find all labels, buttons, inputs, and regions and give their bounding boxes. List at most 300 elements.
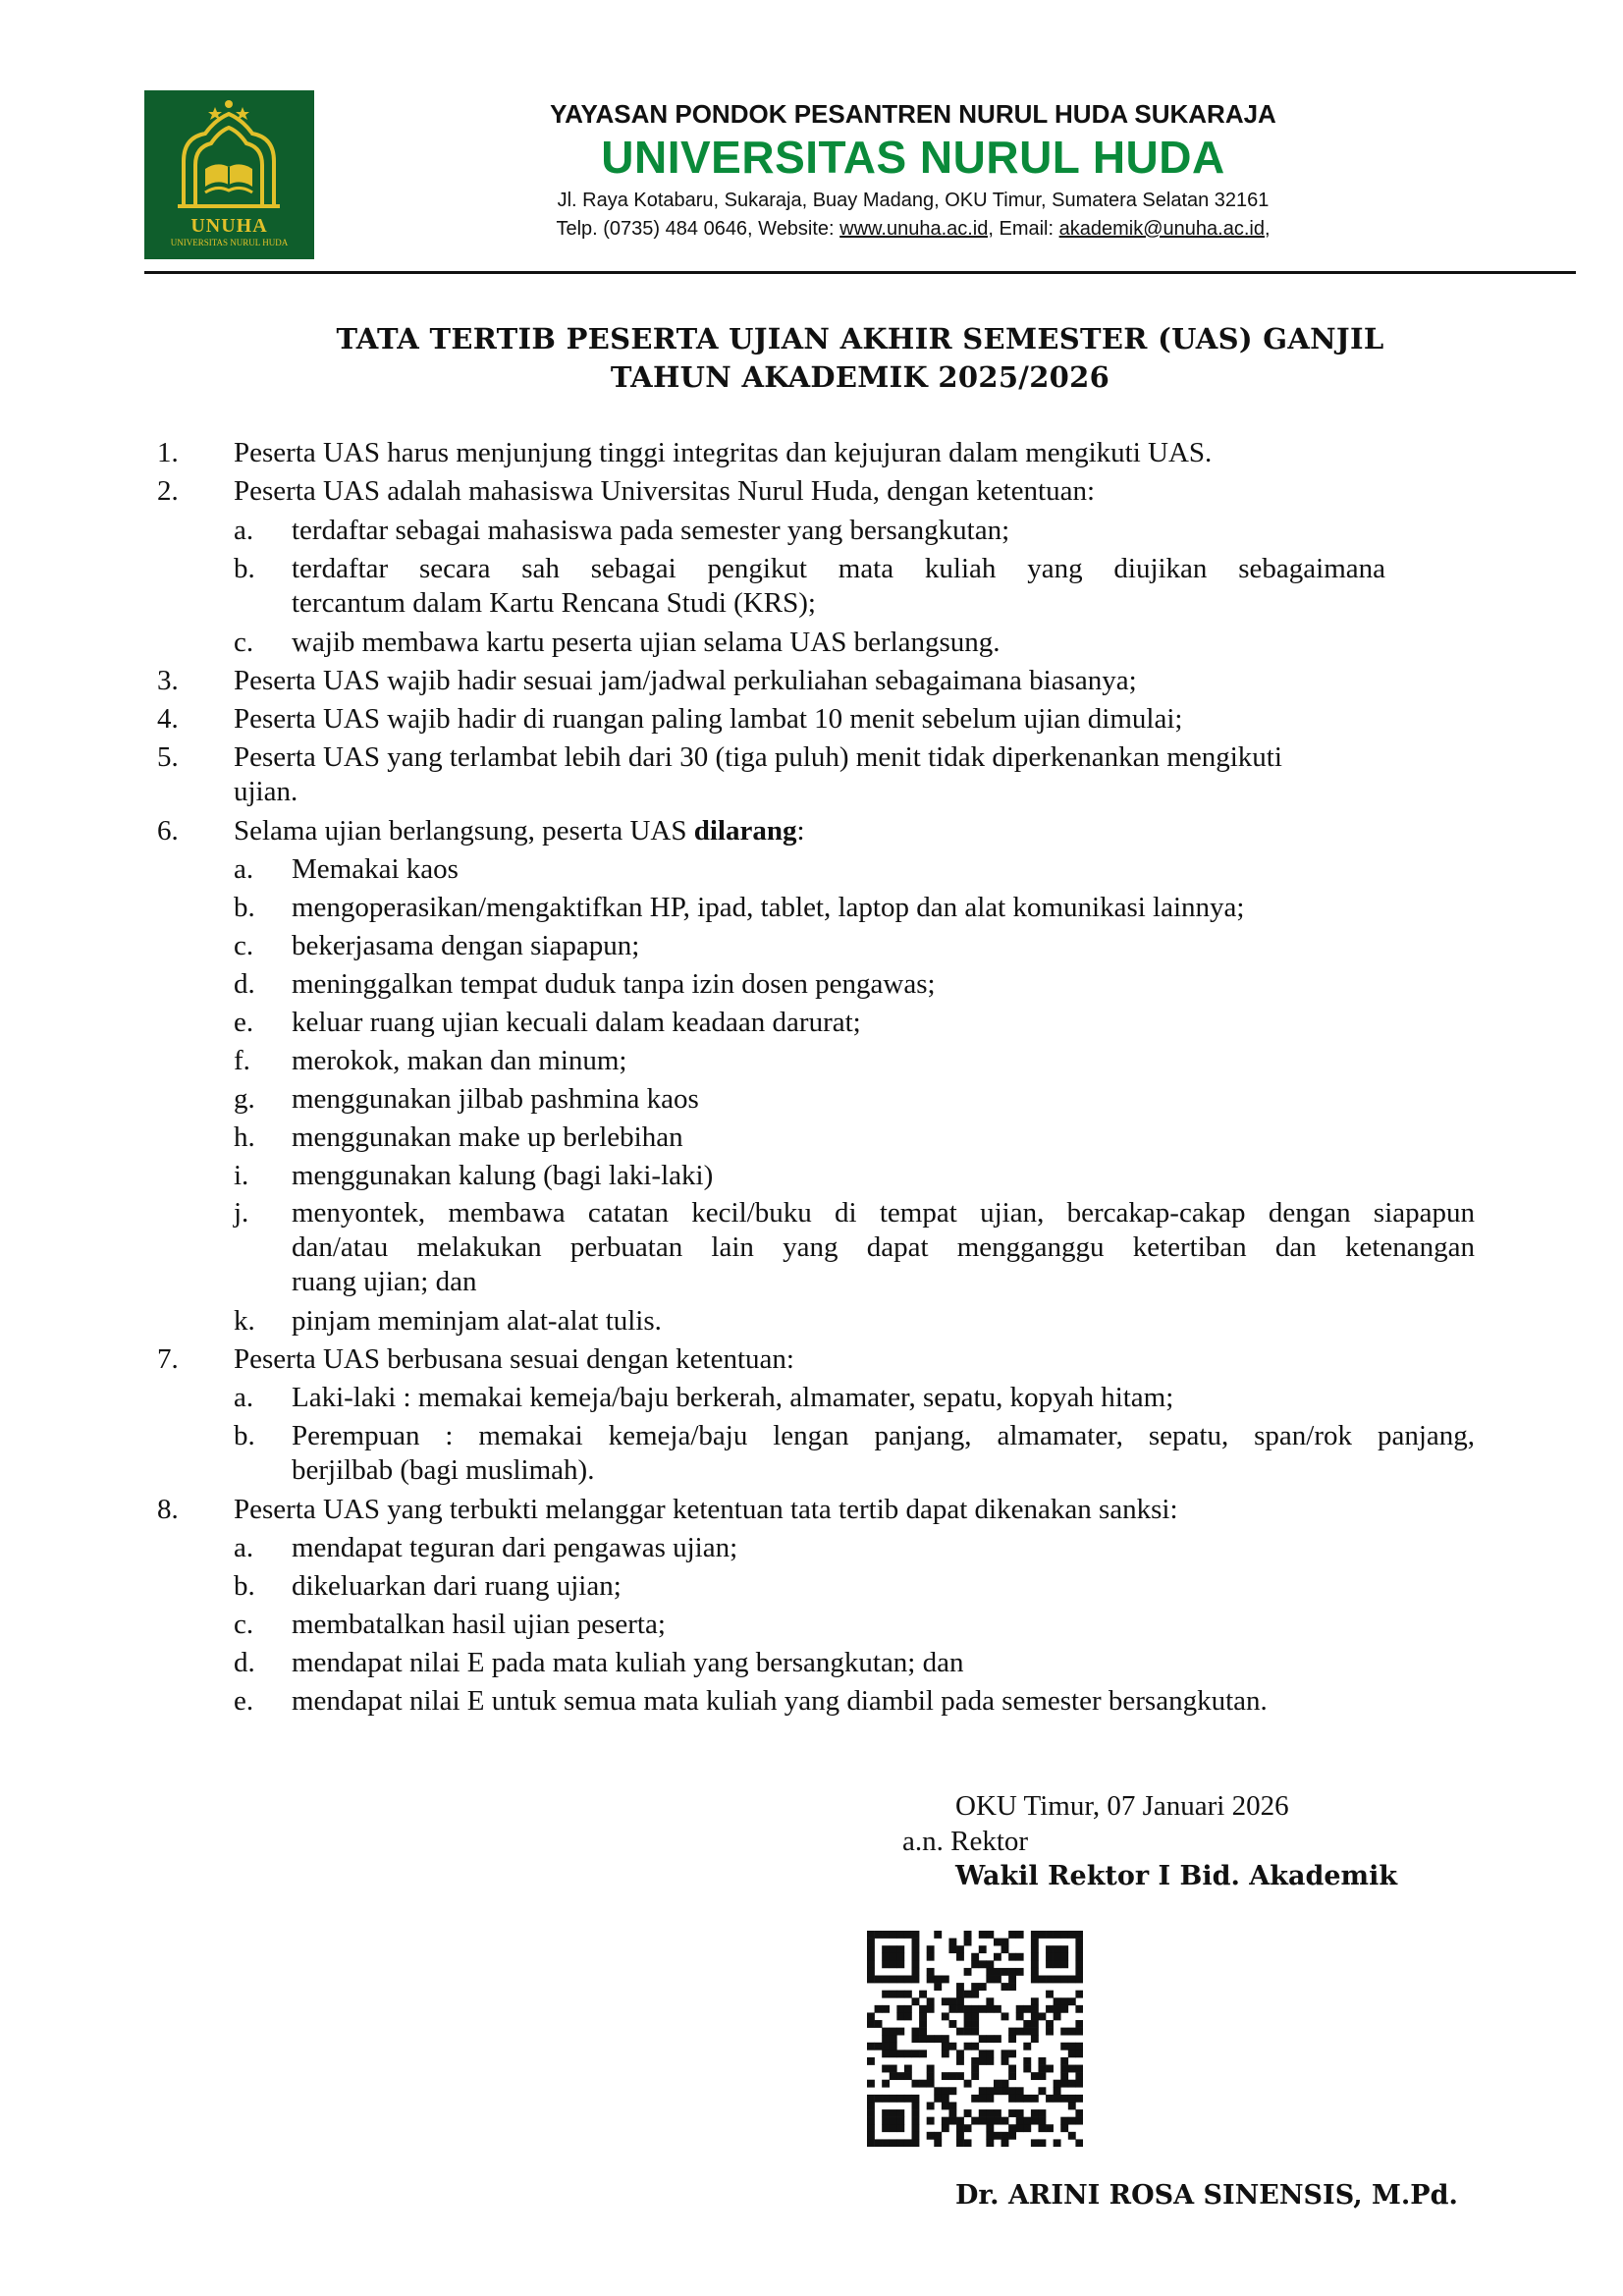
qr-module (882, 2139, 890, 2147)
qr-module (971, 2005, 979, 2013)
qr-module (1008, 1983, 1016, 1991)
qr-module (994, 2087, 1001, 2095)
qr-module (896, 1953, 904, 1961)
qr-module (882, 1953, 890, 1961)
qr-module (912, 2028, 920, 2036)
qr-module (1038, 2057, 1046, 2065)
qr-module (1023, 2057, 1031, 2065)
qr-module (1046, 1945, 1054, 1953)
website-link[interactable]: www.unuha.ac.id, (839, 218, 994, 240)
qr-module (904, 2072, 912, 2080)
subrule-letter: f. (234, 1045, 250, 1076)
qr-module (882, 2117, 890, 2125)
qr-module (956, 2132, 964, 2140)
subrule-letter: a. (234, 853, 254, 885)
qr-module (934, 1976, 942, 1984)
subrule-text: keluar ruang ujian kecuali dalam keadaan darurat; (292, 1007, 861, 1038)
qr-module (1008, 1931, 1016, 1939)
qr-module (956, 1997, 964, 2005)
qr-module (1054, 1931, 1061, 1939)
qr-module (1060, 2065, 1068, 2073)
qr-module (904, 2005, 912, 2013)
qr-module (1001, 2012, 1009, 2020)
qr-module (964, 1991, 972, 1998)
rule-number: 4. (157, 703, 179, 735)
qr-module (1060, 1945, 1068, 1953)
qr-module (979, 2050, 987, 2057)
qr-module (927, 2065, 935, 2073)
qr-module (948, 2072, 956, 2080)
qr-module (1008, 2109, 1016, 2117)
subrule-text: Memakai kaos (292, 853, 459, 885)
qr-module (1075, 1968, 1083, 1976)
qr-module (964, 2080, 972, 2088)
qr-module (890, 2043, 897, 2050)
qr-module (971, 2028, 979, 2036)
qr-module (994, 2109, 1001, 2117)
qr-module (1046, 2020, 1054, 2028)
qr-module (927, 2035, 935, 2043)
qr-module (1068, 2095, 1076, 2103)
qr-module (1075, 2005, 1083, 2013)
qr-module (890, 1991, 897, 1998)
qr-module (912, 1939, 920, 1946)
rule-text: Peserta UAS wajib hadir di ruangan paling lambat 10 menit sebelum ujian dimulai; (234, 703, 1183, 735)
qr-module (1031, 2117, 1039, 2125)
qr-module (890, 2139, 897, 2147)
qr-module (986, 2057, 994, 2065)
qr-module (1075, 1991, 1083, 1998)
qr-module (890, 2028, 897, 2036)
signature-on-behalf: a.n. Rektor (902, 1826, 1029, 1857)
qr-module (919, 2012, 927, 2020)
qr-module (986, 2117, 994, 2125)
qr-module (1008, 1968, 1016, 1976)
rule-number: 3. (157, 665, 179, 696)
qr-module (1016, 2012, 1024, 2020)
qr-module (927, 1968, 935, 1976)
qr-module (896, 1945, 904, 1953)
qr-code-icon (867, 1931, 1083, 2147)
subrule-letter: e. (234, 1007, 254, 1038)
qr-module (875, 2139, 883, 2147)
qr-module (904, 1931, 912, 1939)
qr-module (964, 2028, 972, 2036)
qr-module (882, 2005, 890, 2013)
rule-text (234, 813, 805, 848)
qr-module (964, 2012, 972, 2020)
qr-module (979, 1945, 987, 1953)
qr-module (867, 2124, 875, 2132)
qr-module (896, 1991, 904, 1998)
qr-module (890, 2035, 897, 2043)
qr-module (1008, 1976, 1016, 1984)
qr-module (912, 2035, 920, 2043)
qr-module (1060, 1953, 1068, 1961)
qr-module (867, 2132, 875, 2140)
qr-module (986, 2132, 994, 2140)
qr-module (994, 2132, 1001, 2140)
qr-module (927, 1953, 935, 1961)
subrule-text-cont: tercantum dalam Kartu Rencana Studi (KRS); (292, 587, 816, 619)
qr-module (934, 1983, 942, 1991)
qr-module (942, 2012, 949, 2020)
qr-module (1060, 2080, 1068, 2088)
qr-module (1075, 2050, 1083, 2057)
qr-module (994, 1976, 1001, 1984)
qr-module (1075, 1953, 1083, 1961)
qr-module (1075, 2080, 1083, 2088)
qr-module (896, 1976, 904, 1984)
qr-module (1075, 1960, 1083, 1968)
qr-module (1075, 2028, 1083, 2036)
qr-module (919, 2005, 927, 2013)
subrule-text-cont: ruang ujian; dan (292, 1266, 477, 1297)
qr-module (1060, 1960, 1068, 1968)
qr-module (934, 2139, 942, 2147)
qr-module (1016, 2005, 1024, 2013)
qr-module (979, 2109, 987, 2117)
qr-module (948, 2117, 956, 2125)
qr-module (1054, 1960, 1061, 1968)
qr-module (1075, 1976, 1083, 1984)
subrule-letter: i. (234, 1160, 249, 1191)
qr-module (1031, 1945, 1039, 1953)
qr-module (1016, 2124, 1024, 2132)
qr-module (927, 2117, 935, 2125)
qr-module (986, 2124, 994, 2132)
qr-module (948, 1939, 956, 1946)
qr-module (875, 1976, 883, 1984)
qr-module (1001, 1983, 1009, 1991)
qr-module (896, 2139, 904, 2147)
qr-module (964, 2005, 972, 2013)
qr-module (1054, 2087, 1061, 2095)
qr-module (971, 2095, 979, 2103)
qr-module (979, 2057, 987, 2065)
qr-module (1008, 2072, 1016, 2080)
rule-text: Peserta UAS harus menjunjung tinggi integritas dan kejujuran dalam mengikuti UAS. (234, 437, 1213, 468)
qr-module (1075, 2095, 1083, 2103)
qr-module (1054, 1976, 1061, 1984)
qr-module (942, 2043, 949, 2050)
qr-module (948, 1997, 956, 2005)
qr-module (1008, 2028, 1016, 2036)
qr-module (867, 1939, 875, 1946)
qr-module (956, 1945, 964, 1953)
qr-module (934, 2095, 942, 2103)
qr-module (919, 2020, 927, 2028)
qr-module (964, 2139, 972, 2147)
qr-module (1038, 1931, 1046, 1939)
qr-module (1046, 2095, 1054, 2103)
rule-number: 5. (157, 741, 179, 773)
qr-module (896, 2012, 904, 2020)
qr-module (1075, 2065, 1083, 2073)
qr-module (1046, 1931, 1054, 1939)
qr-module (896, 2072, 904, 2080)
qr-module (890, 1953, 897, 1961)
qr-module (904, 2065, 912, 2073)
qr-module (956, 2050, 964, 2057)
qr-module (1075, 1945, 1083, 1953)
qr-module (919, 2080, 927, 2088)
qr-module (986, 2109, 994, 2117)
qr-module (867, 2043, 875, 2050)
qr-module (1068, 2080, 1076, 2088)
qr-module (890, 1976, 897, 1984)
subrule-text: terdaftar secara sah sebagai pengikut mata kuliah yang diujikan sebagaimana (292, 553, 1385, 584)
qr-module (875, 2005, 883, 2013)
qr-module (1046, 1960, 1054, 1968)
qr-module (956, 2005, 964, 2013)
subrule-text: Perempuan : memakai kemeja/baju lengan panjang, almamater, sepatu, span/rok panjang, (292, 1420, 1475, 1451)
qr-module (948, 2102, 956, 2109)
qr-module (867, 2139, 875, 2147)
qr-module (896, 2117, 904, 2125)
subrule-letter: e. (234, 1685, 254, 1717)
qr-module (1060, 2005, 1068, 2013)
document-title: TATA TERTIB PESERTA UJIAN AKHIR SEMESTER (UAS) GANJIL (336, 322, 1384, 355)
qr-module (882, 2028, 890, 2036)
qr-module (927, 2132, 935, 2140)
qr-module (1031, 1960, 1039, 1968)
qr-module (890, 2124, 897, 2132)
qr-module (1038, 2117, 1046, 2125)
subrule-text: mengoperasikan/mengaktifkan HP, ipad, tablet, laptop dan alat komunikasi lainnya; (292, 892, 1245, 923)
rule-text: Peserta UAS berbusana sesuai dengan ketentuan: (234, 1343, 794, 1375)
qr-module (1038, 2065, 1046, 2073)
qr-module (927, 1997, 935, 2005)
qr-module (1068, 1976, 1076, 1984)
qr-module (904, 2095, 912, 2103)
qr-module (1060, 2072, 1068, 2080)
qr-module (875, 1931, 883, 1939)
qr-module (964, 1939, 972, 1946)
qr-module (1046, 1991, 1054, 1998)
qr-module (942, 2087, 949, 2095)
subrule-letter: d. (234, 968, 255, 1000)
qr-module (919, 1991, 927, 1998)
qr-module (971, 2117, 979, 2125)
qr-module (896, 2028, 904, 2036)
qr-module (994, 2005, 1001, 2013)
qr-module (964, 2020, 972, 2028)
qr-module (1023, 2028, 1031, 2036)
qr-module (942, 1976, 949, 1984)
qr-module (1075, 2139, 1083, 2147)
qr-module (867, 1976, 875, 1984)
qr-module (964, 2109, 972, 2117)
qr-module (867, 2109, 875, 2117)
qr-module (927, 2080, 935, 2088)
qr-module (934, 2132, 942, 2140)
qr-module (1031, 2028, 1039, 2036)
subrule-letter: a. (234, 515, 254, 546)
qr-module (882, 1960, 890, 1968)
rule-number: 7. (157, 1343, 179, 1375)
qr-module (1046, 2065, 1054, 2073)
qr-module (1031, 2005, 1039, 2013)
qr-module (1001, 1945, 1009, 1953)
qr-module (986, 2035, 994, 2043)
qr-module (1060, 2095, 1068, 2103)
qr-module (942, 2035, 949, 2043)
qr-module (942, 2102, 949, 2109)
subrule-text: Laki-laki : memakai kemeja/baju berkerah, almamater, sepatu, kopyah hitam; (292, 1382, 1174, 1413)
qr-module (971, 1991, 979, 1998)
subrule-text: mendapat nilai E untuk semua mata kuliah yang diambil pada semester bersangkutan. (292, 1685, 1268, 1717)
qr-module (986, 2005, 994, 2013)
qr-module (942, 2095, 949, 2103)
qr-module (1001, 2139, 1009, 2147)
qr-module (971, 2072, 979, 2080)
qr-module (1054, 2005, 1061, 2013)
qr-module (1016, 2117, 1024, 2125)
qr-module (1075, 2117, 1083, 2125)
qr-module (1068, 1931, 1076, 1939)
qr-module (912, 2050, 920, 2057)
qr-module (1075, 1939, 1083, 1946)
qr-module (971, 2020, 979, 2028)
qr-module (956, 2124, 964, 2132)
rule-text-emphasis: dilarang (693, 815, 797, 847)
subrule-text: menggunakan jilbab pashmina kaos (292, 1083, 699, 1115)
subrule-text: menyontek, membawa catatan kecil/buku di tempat ujian, bercakap-cakap dengan siapapun (292, 1197, 1475, 1229)
qr-module (1016, 2095, 1024, 2103)
qr-module (979, 1960, 987, 1968)
qr-module (1060, 1976, 1068, 1984)
qr-module (890, 2072, 897, 2080)
qr-module (986, 2087, 994, 2095)
qr-module (1060, 2117, 1068, 2125)
subrule-text-cont: berjilbab (bagi muslimah). (292, 1454, 595, 1486)
qr-module (1001, 2050, 1009, 2057)
qr-module (1068, 2132, 1076, 2140)
qr-module (1075, 2072, 1083, 2080)
signature-position: Wakil Rektor I Bid. Akademik (955, 1861, 1398, 1891)
qr-module (896, 1960, 904, 1968)
university-address: Jl. Raya Kotabaru, Sukaraja, Buay Madang, OKU Timur, Sumatera Selatan 32161 (557, 190, 1270, 211)
qr-module (875, 2043, 883, 2050)
qr-module (882, 2124, 890, 2132)
qr-module (1031, 1939, 1039, 1946)
qr-module (979, 2117, 987, 2125)
qr-module (890, 1945, 897, 1953)
qr-module (942, 1997, 949, 2005)
qr-module (1001, 2132, 1009, 2140)
qr-module (882, 2080, 890, 2088)
rule-text-post: : (796, 815, 805, 847)
qr-module (1016, 1968, 1024, 1976)
qr-module (1031, 2035, 1039, 2043)
qr-module (896, 2109, 904, 2117)
rule-number: 8. (157, 1494, 179, 1525)
qr-module (1038, 2072, 1046, 2080)
document-subtitle: TAHUN AKADEMIK 2025/2026 (610, 360, 1110, 394)
qr-module (1031, 2095, 1039, 2103)
qr-module (979, 2005, 987, 2013)
qr-module (1001, 1968, 1009, 1976)
qr-module (956, 1991, 964, 1998)
rule-text: Peserta UAS adalah mahasiswa Universitas Nurul Huda, dengan ketentuan: (234, 475, 1096, 507)
qr-module (912, 1976, 920, 1984)
qr-module (979, 1931, 987, 1939)
qr-module (867, 2012, 875, 2020)
qr-module (1075, 2020, 1083, 2028)
qr-module (964, 1968, 972, 1976)
qr-module (1031, 1997, 1039, 2005)
qr-module (986, 1968, 994, 1976)
qr-module (971, 1953, 979, 1961)
logo-abbreviation: UNUHA (190, 215, 268, 237)
qr-module (890, 2095, 897, 2103)
qr-module (912, 2102, 920, 2109)
qr-module (986, 1997, 994, 2005)
qr-module (919, 2050, 927, 2057)
qr-module (867, 1945, 875, 1953)
qr-module (1068, 2117, 1076, 2125)
subrule-text: mendapat teguran dari pengawas ujian; (292, 1532, 738, 1563)
subrule-letter: a. (234, 1382, 254, 1413)
qr-module (896, 1931, 904, 1939)
qr-module (1016, 2028, 1024, 2036)
foundation-name: YAYASAN PONDOK PESANTREN NURUL HUDA SUKARAJA (550, 99, 1276, 129)
rule-text-pre: Selama ujian berlangsung, peserta UAS (234, 815, 694, 847)
rule-text: Peserta UAS yang terlambat lebih dari 30 (tiga puluh) menit tidak diperkenankan mengikuti (234, 741, 1282, 773)
qr-module (890, 2050, 897, 2057)
qr-module (896, 2124, 904, 2132)
qr-module (1008, 2035, 1016, 2043)
qr-module (867, 1953, 875, 1961)
qr-module (1031, 2139, 1039, 2147)
qr-module (942, 2072, 949, 2080)
qr-module (986, 1931, 994, 1939)
qr-module (971, 2043, 979, 2050)
qr-module (867, 2057, 875, 2065)
qr-module (912, 1968, 920, 1976)
qr-module (882, 1976, 890, 1984)
qr-module (882, 2035, 890, 2043)
qr-module (1008, 2095, 1016, 2103)
subrule-letter: b. (234, 892, 255, 923)
qr-module (890, 2065, 897, 2073)
qr-module (912, 2080, 920, 2088)
qr-module (986, 2050, 994, 2057)
qr-module (867, 2102, 875, 2109)
email-link[interactable]: akademik@unuha.ac.id (1058, 218, 1265, 240)
qr-module (1031, 1976, 1039, 1984)
qr-module (867, 2020, 875, 2028)
qr-module (948, 2020, 956, 2028)
qr-module (948, 1945, 956, 1953)
qr-module (896, 2005, 904, 2013)
qr-module (1068, 2050, 1076, 2057)
qr-module (912, 2117, 920, 2125)
qr-module (1060, 2043, 1068, 2050)
qr-module (971, 2065, 979, 2073)
qr-module (912, 1953, 920, 1961)
qr-module (1031, 2109, 1039, 2117)
qr-module (1001, 2057, 1009, 2065)
qr-module (919, 2035, 927, 2043)
qr-module (1038, 2109, 1046, 2117)
rule-text: Peserta UAS wajib hadir sesuai jam/jadwal perkuliahan sebagaimana biasanya; (234, 665, 1137, 696)
qr-module (890, 1960, 897, 1968)
qr-module (927, 2072, 935, 2080)
qr-module (964, 2043, 972, 2050)
qr-module (1023, 2043, 1031, 2050)
